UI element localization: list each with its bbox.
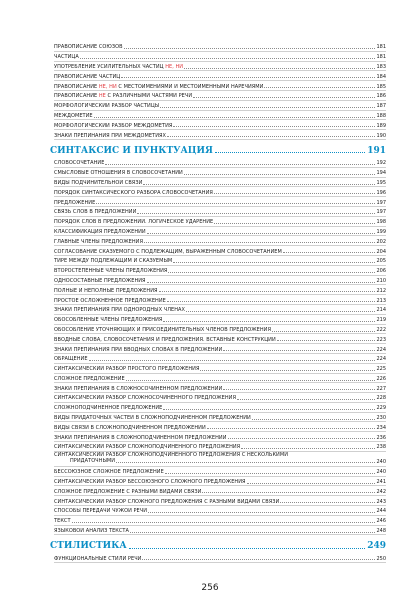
leader-dots [163,408,375,410]
toc-entry-page: 197 [376,209,386,216]
toc-entry-page: 241 [376,479,386,486]
leader-dots [165,472,376,474]
section-title: СТИЛИСТИКА [50,541,127,552]
toc-entry-page: 181 [376,44,386,51]
toc-entry-title: ПОРЯДОК СЛОВ В ПРЕДЛОЖЕНИИ. ЛОГИЧЕСКОЕ УДАРЕНИЕ [54,219,214,226]
toc-entry[interactable] [54,217,386,227]
toc-entry-title: ФУНКЦИОНАЛЬНЫЕ СТИЛИ РЕЧИ [54,555,142,562]
toc-entry-title: СЛОЖНОПОДЧИНЁННОЕ ПРЕДЛОЖЕНИЕ [54,405,163,412]
leader-dots [147,281,376,283]
leader-dots [173,125,375,127]
toc-entry-title: СИНТАКСИЧЕСКИЙ РАЗБОР СЛОЖНОГО ПРЕДЛОЖЕНИЯ С РАЗНЫМИ ВИДАМИ СВЯЗИ [54,498,280,505]
toc-entry[interactable] [54,315,386,325]
section-page: 191 [367,145,386,156]
toc-entry-title: ПРАВОПИСАНИЕ ЧАСТИЦ [54,73,121,80]
toc-entry[interactable] [54,42,386,52]
toc-entry-page: 212 [376,287,386,294]
toc-entry[interactable] [54,91,386,101]
toc-entry-title: СИНТАКСИЧЕСКИЙ РАЗБОР СЛОЖНОПОДЧИНЁННОГО ПРЕДЛОЖЕНИЯ [54,444,241,451]
toc-entry-title-cont: ПРИДАТОЧНЫМИ [70,458,116,465]
toc-entry-page: 222 [376,326,386,333]
toc-entry-page: 206 [376,268,386,275]
leader-dots [116,461,375,463]
toc-group-syntax [54,158,386,452]
toc-entry[interactable] [54,432,386,442]
leader-dots [121,76,375,78]
highlighted-particle: НЕ, НИ [98,83,117,90]
toc-entry-page: 230 [376,415,386,422]
toc-entry[interactable] [54,246,386,256]
leader-dots [142,558,375,560]
leader-dots [184,173,376,175]
leader-dots [214,222,375,224]
leader-dots [280,501,375,503]
section-title: СИНТАКСИС И ПУНКТУАЦИЯ [50,145,213,156]
toc-entry-page: 248 [376,528,386,535]
title-part: С МЕСТОИМЕНИЯМИ И МЕСТОИМЕННЫМИ НАРЕЧИЯМИ [116,83,264,90]
toc-entry[interactable] [54,452,386,467]
toc-entry[interactable] [54,305,386,315]
toc-entry[interactable] [54,325,386,335]
leader-dots [173,261,375,263]
toc-entry-title: ПОЛНЫЕ И НЕПОЛНЫЕ ПРЕДЛОЖЕНИЯ [54,287,158,294]
section-page: 249 [367,541,386,552]
toc-entry-page: 227 [376,385,386,392]
toc-entry-page: 195 [376,179,386,186]
toc-entry-title: ТИРЕ МЕЖДУ ПОДЛЕЖАЩИМ И СКАЗУЕМЫМ [54,258,173,265]
toc-entry-page: 181 [376,54,386,61]
toc-entry[interactable] [54,120,386,130]
leader-dots [167,135,375,137]
toc-entry-title: ВИДЫ СВЯЗИ В СЛОЖНОПОДЧИНЁННОМ ПРЕДЛОЖЕНИИ [54,424,206,431]
leader-dots [277,339,376,341]
toc-entry[interactable] [54,168,386,178]
toc-entry-title: ПРАВОПИСАНИЕ СОЮЗОВ [54,44,123,51]
toc-entry-title: ВИДЫ ПРИДАТОЧНЫХ ЧАСТЕЙ В СЛОЖНОПОДЧИНЁННОМ ПРЕДЛОЖЕНИИ [54,415,251,422]
leader-dots [167,300,376,302]
leader-dots [272,330,375,332]
toc-entry[interactable] [54,227,386,237]
toc-entry[interactable] [54,52,386,62]
toc-entry[interactable] [54,295,386,305]
toc-entry[interactable] [54,422,386,432]
toc-entry-title: ПРЕДЛОЖЕНИЕ [54,199,96,206]
toc-entry-page: 202 [376,238,386,245]
toc-entry[interactable] [54,354,386,364]
toc-entry[interactable] [54,467,386,477]
toc-entry-title: КЛАССИФИКАЦИЯ ПРЕДЛОЖЕНИЙ [54,228,146,235]
toc-entry-page: 250 [376,555,386,562]
title-part: ПРАВОПИСАНИЕ [54,83,99,90]
toc-entry-page: 184 [376,73,386,80]
toc-entry-title: ПОРЯДОК СИНТАКСИЧЕСКОГО РАЗБОРА СЛОВОСОЧЕТАНИЯ [54,189,213,196]
toc-entry-page: 204 [376,248,386,255]
toc-entry-title: ЗНАКИ ПРЕПИНАНИЯ ПРИ МЕЖДОМЕТИЯХ [54,132,167,139]
toc-entry-page: 197 [376,199,386,206]
toc-entry-page: 192 [376,160,386,167]
toc-entry[interactable] [54,276,386,286]
leader-dots [129,548,365,549]
toc-entry[interactable] [54,383,386,393]
toc-group-stylistics [54,553,386,563]
toc-entry[interactable] [54,207,386,217]
toc-entry[interactable] [54,62,386,72]
toc-entry[interactable] [54,413,386,423]
toc-entry-title: ОДНОСОСТАВНЫЕ ПРЕДЛОЖЕНИЯ [54,277,146,284]
toc-entry[interactable] [54,364,386,374]
toc-entry[interactable] [54,553,386,563]
toc-entry-title: ТЕКСТ [54,518,71,525]
toc-entry-title: СВЯЗЬ СЛОВ В ПРЕДЛОЖЕНИИ [54,209,137,216]
toc-entry-page: 196 [376,189,386,196]
toc-entry-page: 223 [376,336,386,343]
toc-entry-page: 188 [376,112,386,119]
toc-entry[interactable] [54,81,386,91]
toc-entry-title: МОРФОЛОГИЧЕСКИЙ РАЗБОР ЧАСТИЦЫ [54,103,160,110]
toc-entry[interactable] [54,111,386,121]
toc-entry-title: СЛОЖНОЕ ПРЕДЛОЖЕНИЕ [54,375,125,382]
toc-entry-title: ЯЗЫКОВОЙ АНАЛИЗ ТЕКСТА [54,528,129,535]
leader-dots [223,349,375,351]
leader-dots [163,320,375,322]
table-of-contents [50,42,386,563]
leader-dots [237,398,375,400]
leader-dots [207,427,376,429]
leader-dots [148,511,375,513]
toc-entry[interactable] [54,526,386,536]
toc-entry[interactable] [54,256,386,266]
toc-entry-title: ПРОСТОЕ ОСЛОЖНЁННОЕ ПРЕДЛОЖЕНИЕ [54,297,166,304]
leader-dots [144,241,375,243]
toc-entry[interactable] [54,101,386,111]
toc-entry[interactable] [54,266,386,276]
toc-entry-page: 186 [376,93,386,100]
leader-dots [137,212,375,214]
leader-dots [130,531,375,533]
leader-dots [215,152,365,153]
leader-dots [159,290,376,292]
toc-entry-title: ГЛАВНЫЕ ЧЛЕНЫ ПРЕДЛОЖЕНИЯ [54,238,143,245]
toc-entry-title: ВВОДНЫЕ СЛОВА, СЛОВОСОЧЕТАНИЯ И ПРЕДЛОЖЕНИЯ. ВСТАВНЫЕ КОНСТРУКЦИИ [54,336,276,343]
leader-dots [223,388,375,390]
leader-dots [160,106,375,108]
toc-entry-title: ЗНАКИ ПРЕПИНАНИЯ В СЛОЖНОСОЧИНЁННОМ ПРЕДЛОЖЕНИИ [54,385,223,392]
toc-entry[interactable] [54,516,386,526]
toc-entry-page: 214 [376,307,386,314]
toc-entry-page: 213 [376,297,386,304]
toc-entry-page: 219 [376,317,386,324]
title-part: С РАЗЛИЧНЫМИ ЧАСТЯМИ РЕЧИ [105,93,193,100]
toc-entry[interactable] [54,197,386,207]
leader-dots [94,116,376,118]
leader-dots [72,521,376,523]
toc-entry-page: 226 [376,375,386,382]
toc-entry-title: СОГЛАСОВАНИЕ СКАЗУЕМОГО С ПОДЛЕЖАЩИМ, ВЫРАЖЕННЫМ СЛОВОСОЧЕТАНИЕМ [54,248,282,255]
leader-dots [143,183,375,185]
toc-entry-page: 240 [376,458,386,465]
title-part: УПОТРЕБЛЕНИЕ УСИЛИТЕЛЬНЫХ ЧАСТИЦ [54,63,166,70]
toc-entry-title: СЛОВОСОЧЕТАНИЕ [54,160,105,167]
toc-entry[interactable] [54,496,386,506]
toc-entry-page: 236 [376,434,386,441]
toc-entry-page: 185 [376,83,386,90]
toc-entry[interactable] [54,477,386,487]
leader-dots [228,437,376,439]
leader-dots [186,310,375,312]
leader-dots [147,232,376,234]
toc-entry-page: 187 [376,103,386,110]
toc-entry-title: СИНТАКСИЧЕСКИЙ РАЗБОР БЕССОЮЗНОГО СЛОЖНОГО ПРЕДЛОЖЕНИЯ [54,479,246,486]
toc-entry-page: 243 [376,498,386,505]
leader-dots [200,369,375,371]
toc-entry[interactable] [54,442,386,452]
toc-entry-page: 229 [376,405,386,412]
toc-entry[interactable] [54,71,386,81]
toc-entry-page: 199 [376,228,386,235]
toc-entry[interactable] [54,393,386,403]
toc-entry[interactable] [54,285,386,295]
toc-entry-title: БЕССОЮЗНОЕ СЛОЖНОЕ ПРЕДЛОЖЕНИЕ [54,469,164,476]
leader-dots [247,482,376,484]
toc-entry-title: ЗНАКИ ПРЕПИНАНИЯ В СЛОЖНОПОДЧИНЁННОМ ПРЕДЛОЖЕНИИ [54,434,227,441]
leader-dots [193,96,375,98]
toc-entry-title: СИНТАКСИЧЕСКИЙ РАЗБОР СЛОЖНОСОЧИНЁННОГО ПРЕДЛОЖЕНИЯ [54,395,236,402]
toc-entry-page: 189 [376,122,386,129]
toc-entry[interactable] [54,403,386,413]
toc-entry-page: 240 [376,469,386,476]
toc-entry-page: 228 [376,395,386,402]
toc-entry-title: СИНТАКСИЧЕСКИЙ РАЗБОР СЛОЖНОПОДЧИНЁННОГО ПРЕДЛОЖЕНИЯ С НЕСКОЛЬКИМИ [54,451,288,458]
toc-entry[interactable] [54,130,386,140]
highlighted-particle: НЕ, НИ [165,63,184,70]
toc-entry-page: 210 [376,277,386,284]
toc-entry-title: СПОСОБЫ ПЕРЕДАЧИ ЧУЖОЙ РЕЧИ [54,508,148,515]
toc-entry-title: МОРФОЛОГИЧЕСКИЙ РАЗБОР МЕЖДОМЕТИЯ [54,122,173,129]
toc-entry-title: ВИДЫ ПОДЧИНИТЕЛЬНОЙ СВЯЗИ [54,179,143,186]
toc-entry-page: 224 [376,346,386,353]
leader-dots [264,86,375,88]
toc-entry-page: 194 [376,170,386,177]
toc-entry[interactable] [54,178,386,188]
page-number: 256 [201,583,219,593]
toc-group-syntax-cont [54,467,386,536]
toc-entry-page: 246 [376,518,386,525]
toc-entry-title [54,93,192,99]
toc-entry-page: 190 [376,132,386,139]
toc-entry-title: ОБОСОБЛЕНИЕ УТОЧНЯЮЩИХ И ПРИСОЕДИНИТЕЛЬНЫХ ЧЛЕНОВ ПРЕДЛОЖЕНИЯ [54,326,271,333]
toc-entry-title: МЕЖДОМЕТИЕ [54,112,93,119]
toc-entry-title [54,64,183,70]
toc-entry-title: ЧАСТИЦА [54,54,79,61]
toc-entry-title: СИНТАКСИЧЕСКИЙ РАЗБОР ПРОСТОГО ПРЕДЛОЖЕНИЯ [54,366,200,373]
toc-entry-title: СЛОЖНОЕ ПРЕДЛОЖЕНИЕ С РАЗНЫМИ ВИДАМИ СВЯЗИ [54,488,202,495]
toc-entry[interactable] [54,374,386,384]
toc-entry-title: ЗНАКИ ПРЕПИНАНИЯ ПРИ ОДНОРОДНЫХ ЧЛЕНАХ [54,307,185,314]
highlighted-particle: НЕ [98,93,106,100]
section-heading-syntax[interactable] [50,142,386,156]
leader-dots [80,57,376,59]
leader-dots [202,491,375,493]
leader-dots [184,67,375,69]
toc-entry-page: 198 [376,219,386,226]
toc-entry-page: 238 [376,444,386,451]
toc-entry-page: 224 [376,356,386,363]
toc-entry[interactable] [54,158,386,168]
toc-entry-page: 225 [376,366,386,373]
toc-entry[interactable] [54,236,386,246]
leader-dots [89,359,376,361]
leader-dots [105,163,375,165]
toc-group-morphology-end [54,42,386,140]
toc-entry-title: ОБОСОБЛЕННЫЕ ЧЛЕНЫ ПРЕДЛОЖЕНИЯ [54,317,163,324]
title-part: ПРАВОПИСАНИЕ [54,93,99,100]
toc-entry-title: ЗНАКИ ПРЕПИНАНИЯ ПРИ ВВОДНЫХ СЛОВАХ В ПРЕДЛОЖЕНИИ [54,346,223,353]
leader-dots [126,379,376,381]
toc-entry-page: 244 [376,508,386,515]
toc-entry-page: 242 [376,488,386,495]
leader-dots [96,202,375,204]
toc-entry-title: ВТОРОСТЕПЕННЫЕ ЧЛЕНЫ ПРЕДЛОЖЕНИЯ [54,268,168,275]
toc-entry-title: ОБРАЩЕНИЕ [54,356,88,363]
leader-dots [252,418,376,420]
toc-entry[interactable] [54,486,386,496]
toc-entry-title [54,84,263,90]
toc-entry-title: СМЫСЛОВЫЕ ОТНОШЕНИЯ В СЛОВОСОЧЕТАНИИ [54,170,183,177]
toc-entry[interactable] [54,334,386,344]
leader-dots [283,251,376,253]
toc-entry[interactable] [54,187,386,197]
toc-entry[interactable] [54,506,386,516]
leader-dots [241,447,375,449]
leader-dots [168,271,375,273]
toc-entry[interactable] [54,344,386,354]
leader-dots [214,192,376,194]
leader-dots [124,47,376,49]
toc-entry-page: 234 [376,424,386,431]
section-heading-stylistics[interactable] [50,537,386,551]
toc-entry-page: 183 [376,63,386,70]
toc-entry-page: 205 [376,258,386,265]
